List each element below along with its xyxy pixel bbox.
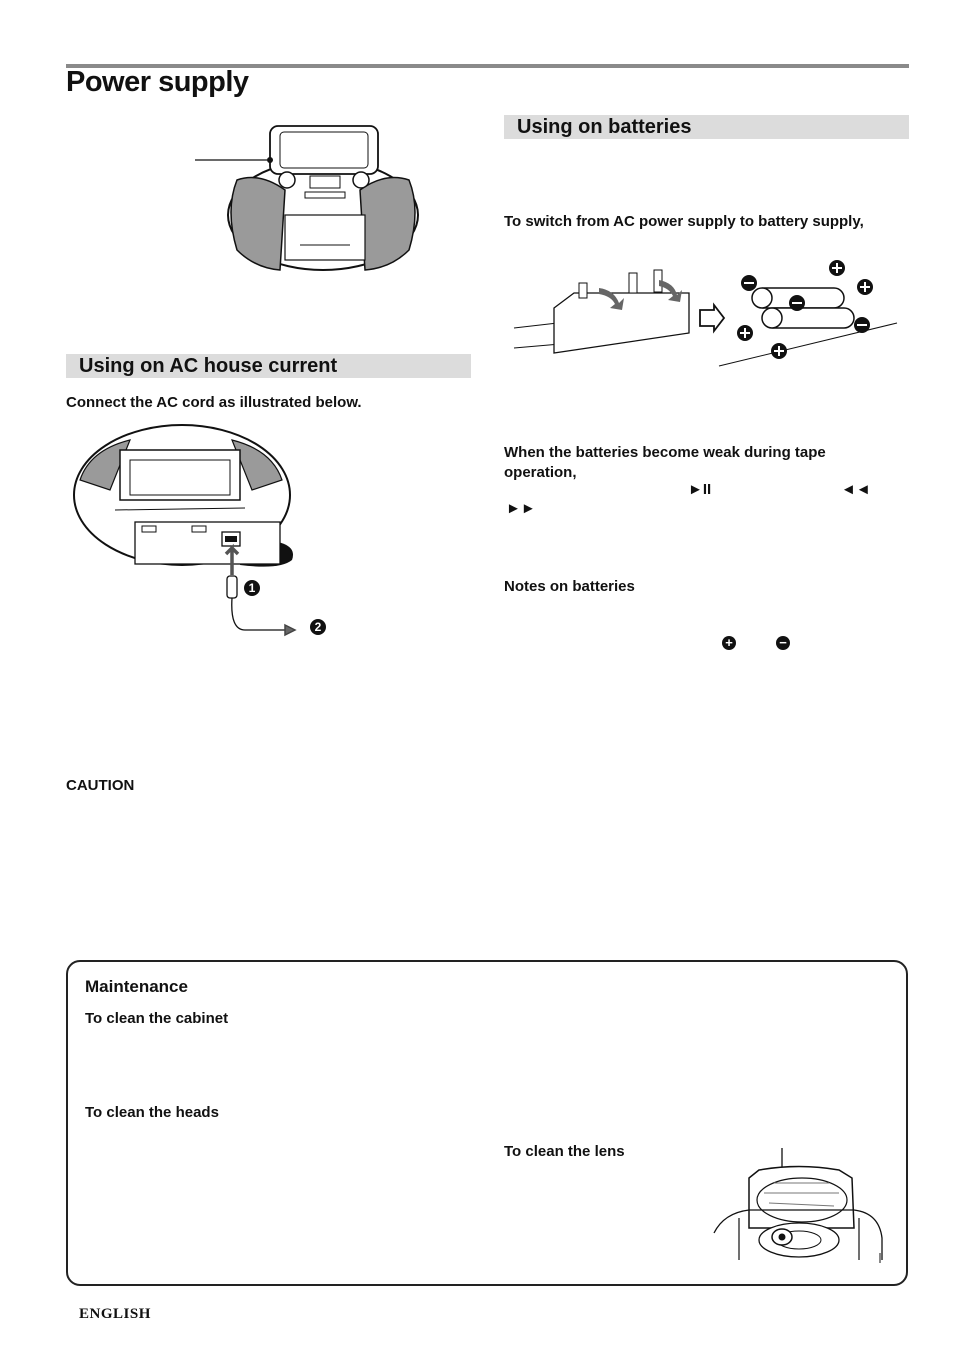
switch-instruction: To switch from AC power supply to battery supply, [504, 213, 864, 230]
boombox-front-illustration [195, 120, 425, 275]
boombox-rear-illustration [70, 430, 330, 645]
battery-compartment-illustration [514, 258, 899, 373]
section-heading-ac: Using on AC house current [66, 354, 471, 378]
step-badge-2: 2 [310, 619, 326, 635]
page-title: Power supply [66, 66, 249, 98]
caution-label: CAUTION [66, 777, 135, 794]
ac-instruction: Connect the AC cord as illustrated below. [66, 394, 362, 411]
section-heading-batteries: Using on batteries [504, 115, 909, 139]
weak-battery-text: When the batteries become weak during tape operation, [504, 444, 826, 481]
maintenance-heading: Maintenance [85, 977, 188, 996]
clean-heads-heading: To clean the heads [85, 1104, 219, 1121]
minus-polarity-icon: − [776, 636, 790, 650]
step-badge-1: 1 [244, 580, 260, 596]
cd-lens-illustration [714, 1148, 884, 1263]
footer-language: ENGLISH [79, 1306, 151, 1322]
battery-notes-heading: Notes on batteries [504, 578, 635, 595]
rewind-icon: ◄◄ [841, 481, 871, 498]
clean-cabinet-heading: To clean the cabinet [85, 1010, 229, 1027]
clean-lens-heading: To clean the lens [504, 1143, 625, 1160]
plus-polarity-icon: + [722, 636, 736, 650]
fast-forward-icon: ►► [506, 500, 536, 517]
play-pause-icon: ►II [688, 481, 712, 498]
